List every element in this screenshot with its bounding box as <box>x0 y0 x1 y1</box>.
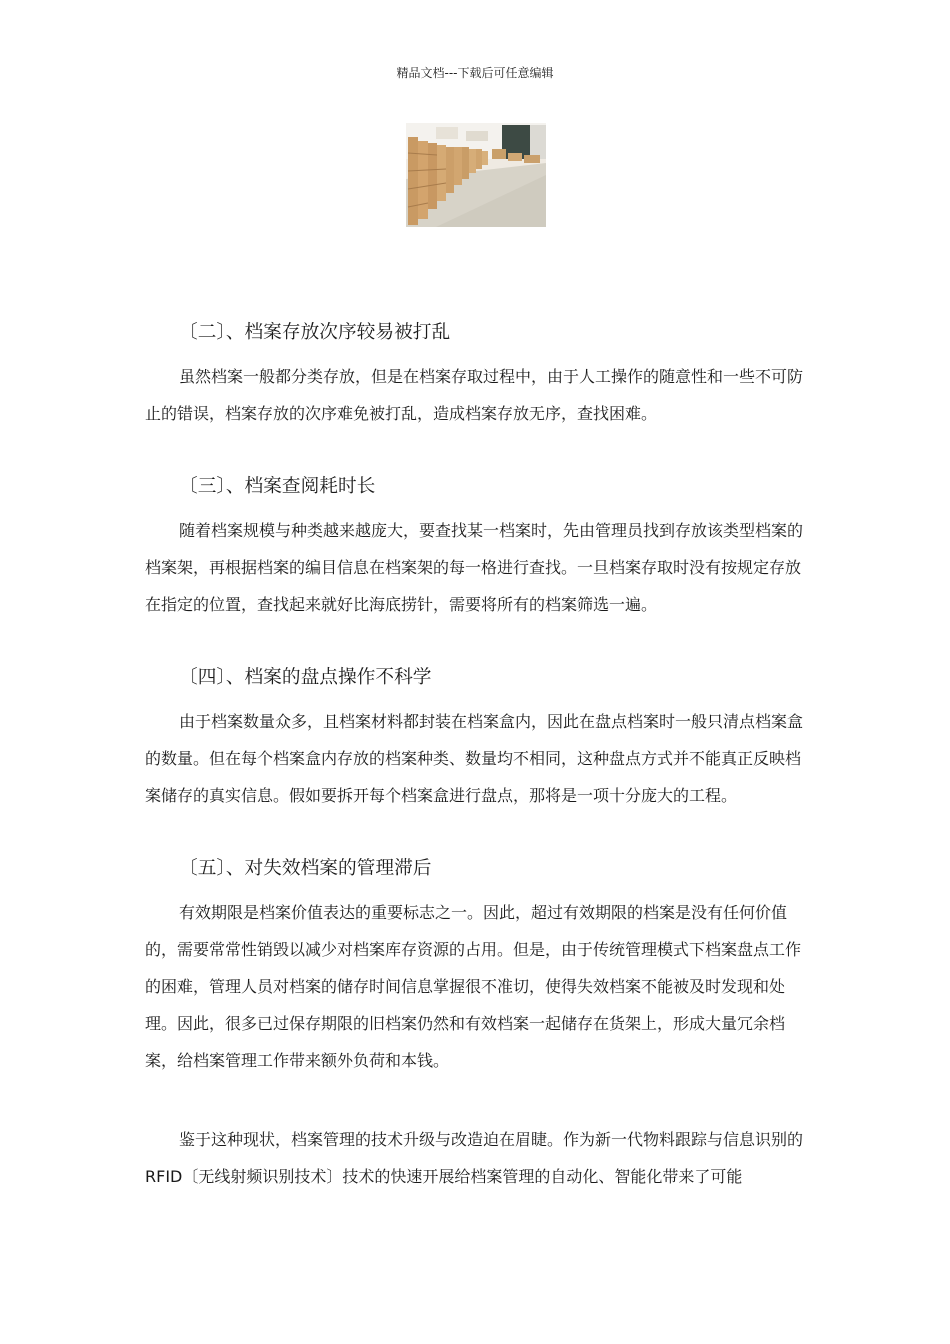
section-heading-5: 〔五〕、对失效档案的管理滞后 <box>179 858 432 879</box>
section-body-5: 有效期限是档案价值表达的重要标志之一。因此，超过有效期限的档案是没有任何价值的，需要常常性销毁以减少对档案库存资源的占用。但是，由于传统管理模式下档案盘点工作的困难，管理人员对档案的储存时间信息掌握很不准切，使得失效档案不能被及时发现和处理。因此，很多已过保存期限的旧档案仍然和有效档案一起储存在货架上，形成大量冗余档案，给档案管理工作带来额外负荷和本钱。 <box>145 903 802 1070</box>
section-body-4: 由于档案数量众多，且档案材料都封装在档案盒内，因此在盘点档案时一般只清点档案盒的数量。但在每个档案盒内存放的档案种类、数量均不相同，这种盘点方式并不能真正反映档案储存的真实信息。假如要拆开每个档案盒进行盘点，那将是一项十分庞大的工程。 <box>145 712 804 805</box>
section-heading-4: 〔四〕、档案的盘点操作不科学 <box>179 667 432 688</box>
section-body-3: 随着档案规模与种类越来越庞大，要查找某一档案时，先由管理员找到存放该类型档案的档案架，再根据档案的编目信息在档案架的每一格进行查找。一旦档案存取时没有按规定存放在指定的位置，查找起来就好比海底捞针，需要将所有的档案筛选一遍。 <box>145 521 804 614</box>
closing-paragraph: 鉴于这种现状，档案管理的技术升级与改造迫在眉睫。作为新一代物料跟踪与信息识别的 RFID〔无线射频识别技术〕技术的快速开展给档案管理的自动化、智能化带来了可能 <box>145 1130 804 1186</box>
section-heading-3: 〔三〕、档案查阅耗时长 <box>179 476 376 497</box>
section-heading-2: 〔二〕、档案存放次序较易被打乱 <box>179 322 451 343</box>
header-note: 精品文档---下载后可任意编辑 <box>396 66 554 80</box>
section-body-2: 虽然档案一般都分类存放，但是在档案存取过程中，由于人工操作的随意性和一些不可防止的错误，档案存放的次序难免被打乱，造成档案存放无序，查找困难。 <box>145 367 804 423</box>
document-body <box>145 320 810 1195</box>
archive-warehouse-photo <box>406 123 546 227</box>
